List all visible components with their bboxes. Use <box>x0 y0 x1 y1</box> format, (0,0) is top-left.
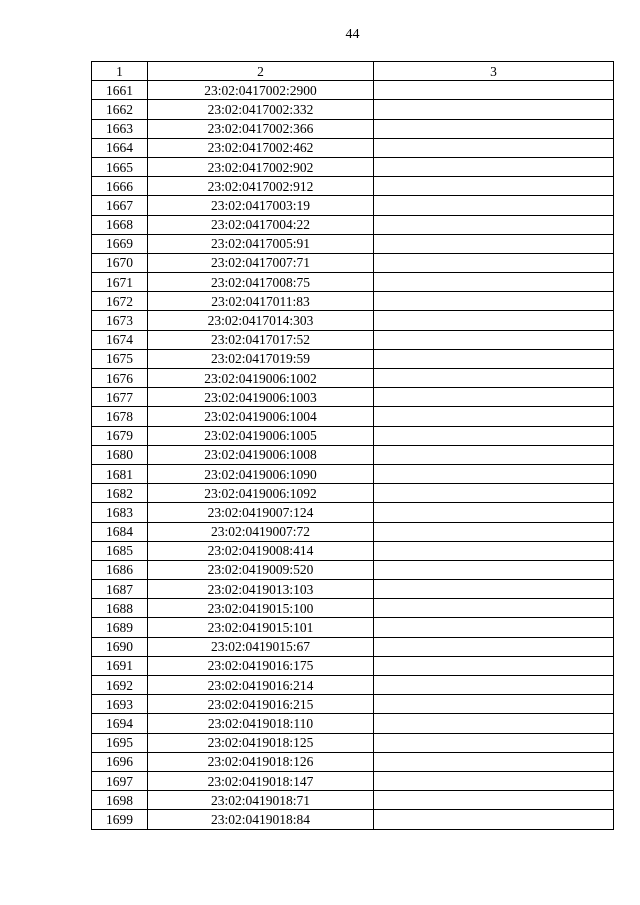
note-cell <box>374 388 614 407</box>
note-cell <box>374 349 614 368</box>
row-number-cell: 1693 <box>92 695 148 714</box>
table-row <box>92 695 614 714</box>
column-header-number: 1 <box>92 62 148 81</box>
row-number-cell: 1685 <box>92 541 148 560</box>
column-header-note: 3 <box>374 62 614 81</box>
row-number-cell: 1678 <box>92 407 148 426</box>
note-cell <box>374 196 614 215</box>
cadastral-number-cell: 23:02:0417011:83 <box>148 292 374 311</box>
row-number-cell: 1669 <box>92 234 148 253</box>
row-number-cell: 1668 <box>92 215 148 234</box>
note-cell <box>374 81 614 100</box>
note-cell <box>374 119 614 138</box>
cadastral-number-cell: 23:02:0417002:332 <box>148 100 374 119</box>
table-row <box>92 580 614 599</box>
note-cell <box>374 407 614 426</box>
row-number-cell: 1662 <box>92 100 148 119</box>
row-number-cell: 1677 <box>92 388 148 407</box>
table-row <box>92 119 614 138</box>
cadastral-number-cell: 23:02:0419016:175 <box>148 656 374 675</box>
note-cell <box>374 177 614 196</box>
cadastral-number-cell: 23:02:0417017:52 <box>148 330 374 349</box>
cadastral-number-cell: 23:02:0417002:366 <box>148 119 374 138</box>
cadastral-number-cell: 23:02:0417014:303 <box>148 311 374 330</box>
cadastral-number-cell: 23:02:0419006:1003 <box>148 388 374 407</box>
cadastral-number-cell: 23:02:0419016:214 <box>148 676 374 695</box>
table-row <box>92 81 614 100</box>
row-number-cell: 1663 <box>92 119 148 138</box>
cadastral-number-cell: 23:02:0419007:72 <box>148 522 374 541</box>
cadastral-number-cell: 23:02:0419006:1002 <box>148 369 374 388</box>
table-row <box>92 253 614 272</box>
table-row <box>92 810 614 829</box>
table-row <box>92 637 614 656</box>
row-number-cell: 1698 <box>92 791 148 810</box>
cadastral-number-cell: 23:02:0417007:71 <box>148 253 374 272</box>
note-cell <box>374 541 614 560</box>
row-number-cell: 1664 <box>92 138 148 157</box>
row-number-cell: 1675 <box>92 349 148 368</box>
note-cell <box>374 522 614 541</box>
cadastral-number-cell: 23:02:0417008:75 <box>148 273 374 292</box>
note-cell <box>374 292 614 311</box>
table-row <box>92 407 614 426</box>
table-row <box>92 503 614 522</box>
note-cell <box>374 369 614 388</box>
table-row <box>92 445 614 464</box>
table-row <box>92 292 614 311</box>
table-row <box>92 311 614 330</box>
table-row <box>92 138 614 157</box>
cadastral-number-cell: 23:02:0417002:912 <box>148 177 374 196</box>
row-number-cell: 1695 <box>92 733 148 752</box>
row-number-cell: 1679 <box>92 426 148 445</box>
table-row <box>92 349 614 368</box>
table-row <box>92 676 614 695</box>
row-number-cell: 1697 <box>92 771 148 790</box>
table-row <box>92 330 614 349</box>
table-row <box>92 560 614 579</box>
table-row <box>92 215 614 234</box>
row-number-cell: 1696 <box>92 752 148 771</box>
table-body <box>92 81 614 829</box>
registry-table <box>91 61 614 830</box>
row-number-cell: 1694 <box>92 714 148 733</box>
table-row <box>92 618 614 637</box>
row-number-cell: 1680 <box>92 445 148 464</box>
cadastral-number-cell: 23:02:0419018:125 <box>148 733 374 752</box>
table-row <box>92 656 614 675</box>
note-cell <box>374 637 614 656</box>
cadastral-number-cell: 23:02:0417003:19 <box>148 196 374 215</box>
table-row <box>92 388 614 407</box>
cadastral-number-cell: 23:02:0419006:1004 <box>148 407 374 426</box>
note-cell <box>374 234 614 253</box>
cadastral-number-cell: 23:02:0419018:110 <box>148 714 374 733</box>
note-cell <box>374 560 614 579</box>
cadastral-number-cell: 23:02:0417002:2900 <box>148 81 374 100</box>
cadastral-number-cell: 23:02:0417005:91 <box>148 234 374 253</box>
row-number-cell: 1684 <box>92 522 148 541</box>
note-cell <box>374 695 614 714</box>
row-number-cell: 1671 <box>92 273 148 292</box>
row-number-cell: 1692 <box>92 676 148 695</box>
column-header-cadastral-number: 2 <box>148 62 374 81</box>
row-number-cell: 1666 <box>92 177 148 196</box>
row-number-cell: 1670 <box>92 253 148 272</box>
row-number-cell: 1665 <box>92 157 148 176</box>
table-row <box>92 599 614 618</box>
row-number-cell: 1682 <box>92 484 148 503</box>
row-number-cell: 1699 <box>92 810 148 829</box>
cadastral-number-cell: 23:02:0419018:84 <box>148 810 374 829</box>
table-header-row <box>92 62 614 81</box>
note-cell <box>374 426 614 445</box>
table-row <box>92 426 614 445</box>
note-cell <box>374 311 614 330</box>
table-row <box>92 234 614 253</box>
table-row <box>92 522 614 541</box>
table-row <box>92 177 614 196</box>
table-row <box>92 752 614 771</box>
note-cell <box>374 484 614 503</box>
note-cell <box>374 810 614 829</box>
note-cell <box>374 752 614 771</box>
cadastral-number-cell: 23:02:0419015:101 <box>148 618 374 637</box>
cadastral-number-cell: 23:02:0419006:1005 <box>148 426 374 445</box>
cadastral-number-cell: 23:02:0417004:22 <box>148 215 374 234</box>
note-cell <box>374 100 614 119</box>
note-cell <box>374 656 614 675</box>
row-number-cell: 1689 <box>92 618 148 637</box>
table-row <box>92 714 614 733</box>
note-cell <box>374 157 614 176</box>
cadastral-number-cell: 23:02:0419018:126 <box>148 752 374 771</box>
cadastral-number-cell: 23:02:0419018:71 <box>148 791 374 810</box>
table-row <box>92 733 614 752</box>
note-cell <box>374 771 614 790</box>
note-cell <box>374 330 614 349</box>
table-row <box>92 157 614 176</box>
row-number-cell: 1667 <box>92 196 148 215</box>
table-row <box>92 100 614 119</box>
cadastral-number-cell: 23:02:0419006:1092 <box>148 484 374 503</box>
cadastral-number-cell: 23:02:0417002:462 <box>148 138 374 157</box>
note-cell <box>374 273 614 292</box>
page-number: 44 <box>345 27 360 42</box>
cadastral-number-cell: 23:02:0419007:124 <box>148 503 374 522</box>
row-number-cell: 1681 <box>92 464 148 483</box>
table-row <box>92 273 614 292</box>
row-number-cell: 1688 <box>92 599 148 618</box>
row-number-cell: 1687 <box>92 580 148 599</box>
row-number-cell: 1673 <box>92 311 148 330</box>
note-cell <box>374 791 614 810</box>
cadastral-number-cell: 23:02:0419016:215 <box>148 695 374 714</box>
table-row <box>92 791 614 810</box>
note-cell <box>374 714 614 733</box>
note-cell <box>374 138 614 157</box>
row-number-cell: 1676 <box>92 369 148 388</box>
row-number-cell: 1683 <box>92 503 148 522</box>
note-cell <box>374 580 614 599</box>
cadastral-number-cell: 23:02:0419015:100 <box>148 599 374 618</box>
row-number-cell: 1674 <box>92 330 148 349</box>
note-cell <box>374 618 614 637</box>
cadastral-number-cell: 23:02:0417019:59 <box>148 349 374 368</box>
note-cell <box>374 676 614 695</box>
cadastral-number-cell: 23:02:0419018:147 <box>148 771 374 790</box>
cadastral-number-cell: 23:02:0419008:414 <box>148 541 374 560</box>
note-cell <box>374 464 614 483</box>
note-cell <box>374 215 614 234</box>
row-number-cell: 1672 <box>92 292 148 311</box>
cadastral-number-cell: 23:02:0419015:67 <box>148 637 374 656</box>
row-number-cell: 1691 <box>92 656 148 675</box>
note-cell <box>374 445 614 464</box>
cadastral-number-cell: 23:02:0419006:1090 <box>148 464 374 483</box>
table-row <box>92 464 614 483</box>
cadastral-number-cell: 23:02:0417002:902 <box>148 157 374 176</box>
cadastral-number-cell: 23:02:0419013:103 <box>148 580 374 599</box>
row-number-cell: 1661 <box>92 81 148 100</box>
note-cell <box>374 503 614 522</box>
note-cell <box>374 599 614 618</box>
note-cell <box>374 253 614 272</box>
table-row <box>92 369 614 388</box>
table-row <box>92 771 614 790</box>
cadastral-number-cell: 23:02:0419006:1008 <box>148 445 374 464</box>
note-cell <box>374 733 614 752</box>
cadastral-number-cell: 23:02:0419009:520 <box>148 560 374 579</box>
row-number-cell: 1686 <box>92 560 148 579</box>
table-row <box>92 196 614 215</box>
row-number-cell: 1690 <box>92 637 148 656</box>
table-row <box>92 484 614 503</box>
table-row <box>92 541 614 560</box>
